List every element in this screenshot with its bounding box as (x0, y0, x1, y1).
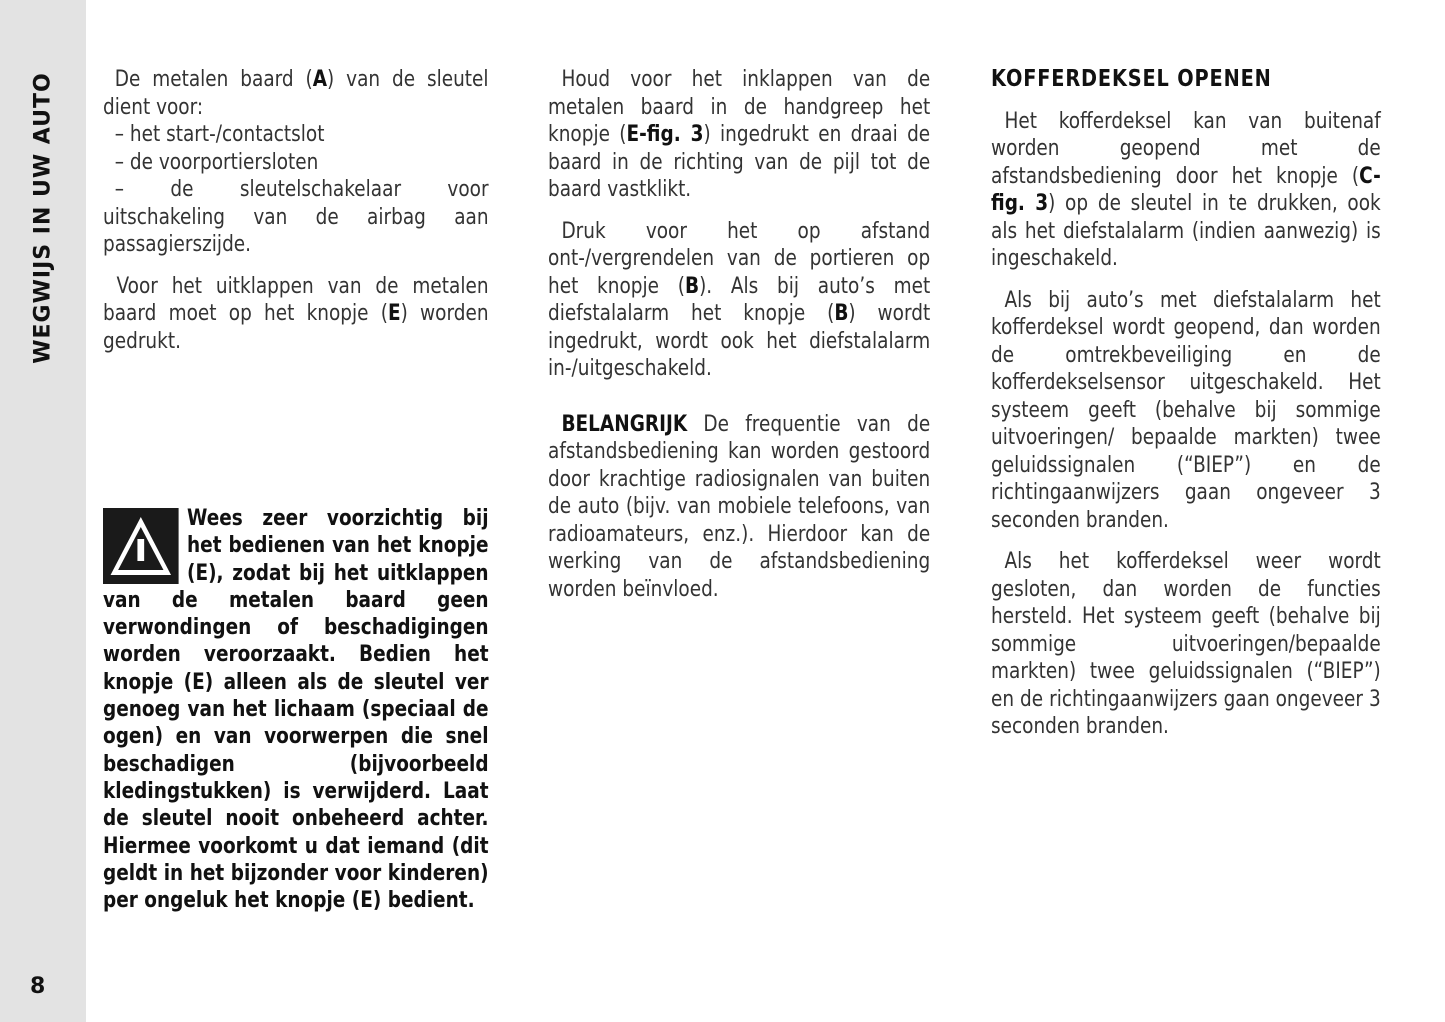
important-note: BELANGRIJK De frequentie van de afstandsbediening kan worden gestoord door krachtige radiosignalen van buiten de auto (bijv. van mobiele telefoons, van radioamateurs, enz.). Hierdoor kan de werking van de afstandsbediening worden beïnvloed. (548, 411, 931, 602)
key-label-a: A (312, 67, 328, 92)
warning-block (103, 505, 489, 914)
column-middle (548, 66, 930, 617)
important-label: BELANGRIJK (561, 411, 688, 437)
alarm-paragraph: Als bij auto’s met diefstalalarm het kofferdeksel wordt geopend, dan worden de omtrekbeveiliging en de kofferdekselsensor uitgeschakeld. Het systeem geeft (behalve bij sommige uitvoeringen/ bepaalde markten) twee geluidssignalen (“BIEP”) en de richtingaanwijzers gaan ongeveer 3 seconden branden. (991, 287, 1381, 533)
list-item: – de sleutelschakelaar voor uitschakeling van de airbag aan passagierszijde. (103, 177, 489, 257)
trunk-close-paragraph: Als het kofferdeksel weer wordt gesloten, dan worden de functies hersteld. Het systeem geeft (behalve bij sommige uitvoeringen/bepaalde markten) twee geluidssignalen (“BIEP”) en de richtingaanwijzers gaan ongeveer 3 seconden branden. (991, 549, 1381, 739)
key-label-b: B (684, 273, 700, 299)
trunk-open-paragraph: Het kofferdeksel kan van buitenaf worden geopend met de afstandsbediening door het knopje (C-fig. 3) op de sleutel in te drukken, ook als het diefstalalarm (indien aanwezig) is ingeschakeld. (991, 108, 1381, 271)
column-right (991, 66, 1381, 755)
key-label-b: B (834, 301, 849, 326)
key-label-e: E (387, 301, 401, 326)
warning-text: Wees zeer voorzichtig bij het bedienen van het knopje (E), zodat bij het uitklappen van de metalen baard geen verwondingen of beschadigingen worden veroorzaakt. Bedien het knopje (E) alleen als de sleutel ver genoeg van het lichaam (speciaal de ogen) en van voorwerpen die snel beschadigen (bijvoorbeeld kledingstukken) is verwijderd. Laat de sleutel nooit onbeheerd achter. Hiermee voorkomt u dat iemand (dit geldt in het bijzonder voor kinderen) per ongeluk het knopje (E) bedient. (103, 506, 489, 914)
fold-paragraph: Houd voor het inklappen van de metalen baard in de handgreep het knopje (E-fig. 3) ingedrukt en draai de baard in de richting van de pijl tot de baard vastklikt. (548, 67, 931, 202)
key-uses-paragraph: De metalen baard (A) van de sleutel dient voor: – het start-/contactslot – de voorportiersloten – de sleutelschakelaar voor uitschakeling van de airbag aan passagierszijde. (103, 67, 489, 257)
page-number: 8 (30, 974, 46, 999)
remote-lock-paragraph: Druk voor het op afstand ont-/vergrendelen van de portieren op het knopje (B). Als bij auto’s met diefstalalarm het knopje (B) wordt ingedrukt, wordt ook het diefstalalarm in-/uitgeschakeld. (548, 218, 931, 381)
warning-triangle-icon (103, 508, 179, 584)
column-left (103, 66, 489, 369)
list-item: – het start-/contactslot (114, 122, 325, 147)
figure-ref-c: C-fig. 3 (991, 163, 1381, 216)
figure-ref-e: E-fig. 3 (626, 122, 704, 147)
section-heading: KOFFERDEKSEL OPENEN (991, 66, 1272, 92)
section-title: WEGWIJS IN UW AUTO (30, 72, 56, 364)
unfold-paragraph: Voor het uitklappen van de metalen baard moet op het knopje (E) worden gedrukt. (103, 273, 489, 354)
list-item: – de voorportiersloten (114, 149, 319, 175)
